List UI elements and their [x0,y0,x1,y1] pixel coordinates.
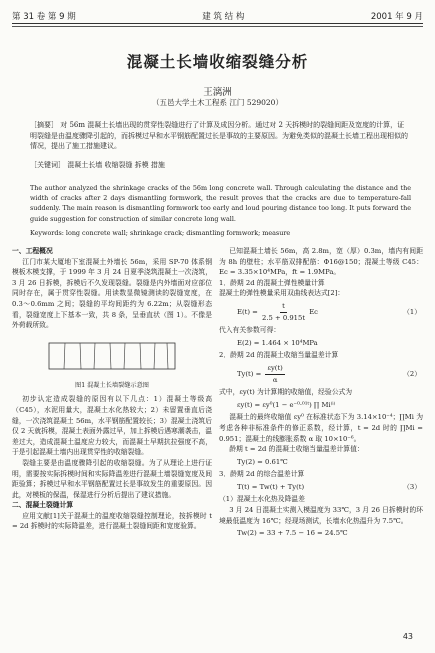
eq1-denominator: 2.5 + 0.915t [262,313,306,322]
equation-result-1 [219,338,423,349]
eq2-number: （2） [403,369,421,378]
eq1-numerator: t [280,301,287,313]
subheading: 3．龄期 2d 的综合温差计算 [219,470,305,479]
header-journal: 建 筑 结 构 [202,12,245,22]
abstract-en: The author analyzed the shrinkage cracks of the 56m long concrete wall. Through calculating the distance and the width of cracks after 2 days dismantling formwork, the result proves that the cracks are due to temperature-fall suddenly. The main reason is dismantling formwork too early and loud pouring distance too long. It puts forward the guide suggestion for construction of similar concrete long wall. [30,184,411,223]
header-rule-thin [12,26,423,27]
paragraph: 应用文献[1]关于混凝土的温度收缩裂缝控制理论，按拆模时 t = 2d 拆模时的实际降温差，进行混凝土裂缝间距和宽度验算。 [12,511,212,531]
right-column [219,246,423,541]
paper-title: 混凝土长墙收缩裂缝分析 [126,52,309,71]
paragraph: 已知混凝土墙长 56m，高 2.8m，宽（厚）0.3m，墙内有间距为 8h 的壁柱；水平筋双排配筋：Φ16@150；混凝土等级 C45：Ec = 3.35×10⁴MPa，ft = 1.9MPa。 [219,247,423,277]
text-line: （1）混凝土水化热及降温差 [219,495,305,504]
equation-1 [219,301,423,323]
paragraph: 龄期 t = 2d 的混凝土收缩当量温差计算值： [229,445,364,454]
subheading: 1．龄期 2d 的混凝土弹性模量计算 [219,278,325,287]
eq4-number: （3） [403,482,421,491]
eq1-lhs: E(t) = [237,308,258,317]
eq-result-3-text: Tw(2) = 33 + 7.5 − 16 = 24.5℃ [237,529,348,538]
eq2-numerator: εy(t) [265,363,284,375]
subheading: 2．龄期 2d 的混凝土收缩当量温差计算 [219,351,339,360]
keywords-en: Keywords: long concrete wall; shrinkage crack; dismantling formwork; measure [30,229,291,237]
paragraph: 裂缝主要是由温度骤降引起的收缩裂缝。为了从理论上进行证明，需要按实际拆模时间和实际降温差进行混凝土墙裂缝宽度及间距验算；拆模过早和水平钢筋配置过长是事故发生的重要原因。因此，对模板的保温，保湿进行分析后提出了建议措施。 [12,458,212,499]
paragraph: 混凝土的最终收缩值 εy⁰ 在标准状态下为 3.14×10⁻⁴；∏Mi 为考虑各种非标准条件的修正系数，经计算，t = 2d 时的 ∏Mi = 0.951；混凝土的线膨胀系数 α 取 10×10⁻⁶。 [219,413,423,443]
equation-4 [219,482,423,493]
section-heading-2: 二、混凝土裂缝计算 [12,501,74,510]
author-affiliation: （五邑大学土木工程系 江门 529020） [152,98,283,107]
eq-result-1-text: E(2) = 1.464 × 10⁴MPa [237,338,318,347]
equation-result-3 [219,528,423,539]
equation-2 [219,363,423,385]
eq2-fraction [265,363,284,385]
eq2-denominator: α [272,375,278,384]
eq3-text: εy(t) = εy⁰(1 − e⁻⁰·⁰¹ᵗ) ∏ Mi⁽ⁱ⁾ [237,400,336,409]
eq1-fraction [262,301,305,323]
keywords-zh: ［关键词］ 混凝土长墙 收缩裂缝 拆模 措施 [30,161,165,169]
paragraph: 初步认定造成裂缝的原因有以下几点：1）混凝土等级高（C45），水泥用量大，混凝土水化热较大；2）未留置垂直后浇缝，一次浇筑混凝土 56m，水平钢筋配置较长；3）混凝土浇筑后仅 2 天就拆模，混凝土表面外露过早，加上拆模后遇寒潮袭击，温差过大，造成混凝土温度应力较大，而混凝土早期抗拉强度不高，于是引起混凝土墙内出现贯穿性的收缩裂缝。 [12,395,212,457]
eq-result-2-text: Ty(2) = 0.61℃ [237,457,288,466]
left-column [12,246,212,532]
eq4-text: T(t) = Tw(t) + Ty(t) [237,482,305,491]
section-heading-1: 一、工程概况 [12,247,53,255]
page-number: 43 [402,632,413,641]
eq2-lhs: Ty(t) = [237,370,262,379]
paragraph: 江门市某大厦地下室混凝土外墙长 56m，采用 SP-70 体系钢模板木模支撑，于 1999 年 3 月 24 日夏季浇筑混凝土一次浇筑，3 月 26 日拆模，拆模后不久发现裂缝。裂缝是内外墙面对应部位同时存在，属于贯穿性裂缝。用读数显微镜测读的裂缝宽度，在 0.3～0.6mm 之间；裂缝的平均间距约为 6.22m；从裂缝形态看，裂缝宽度上下基本一致，共 8 条，呈垂直状（图 1）。不像是外荷载所致。 [12,257,212,330]
header-volume: 第 31 卷 第 9 期 [12,12,76,22]
text-line: 混凝土的弹性模量采用双曲线表达式[2]： [219,289,345,298]
text-line: 式中，εy(t) 为计算期的收缩值，经验公式为 [219,388,353,397]
author-name: 王漓洲 [203,87,232,98]
crack-figure [47,335,177,379]
paragraph: 3 月 24 日混凝土实测入模温度为 33℃，3 月 26 日拆模时的环境最低温度为 16℃；经现场测试，长墙水化热温升为 7.5℃。 [219,506,423,525]
header-date: 2001 年 9 月 [370,12,423,22]
figure-caption: 图1 混凝土长墙裂缝示意图 [75,381,149,389]
running-header [12,10,423,22]
eq1-number: （1） [403,307,421,316]
eq1-tail: Ec [309,308,318,317]
abstract-zh: ［摘要］ 对 56m 混凝土长墙出现的贯穿性裂缝进行了计算及成因分析。通过对 2 天拆模时的裂缝间距及宽度的计算，证明裂缝是由温度骤降引起的，而拆模过早和水平钢筋配置过长是事故的主要原因。为避免类似的混凝土长墙工程出现相似的情况，提出了施工措施建议。 [30,121,408,151]
equation-3 [219,400,423,411]
text-line: 代入有关参数可得： [219,326,281,335]
wall-crack-diagram [47,335,177,379]
header-rule [12,23,423,24]
equation-result-2 [219,457,423,468]
